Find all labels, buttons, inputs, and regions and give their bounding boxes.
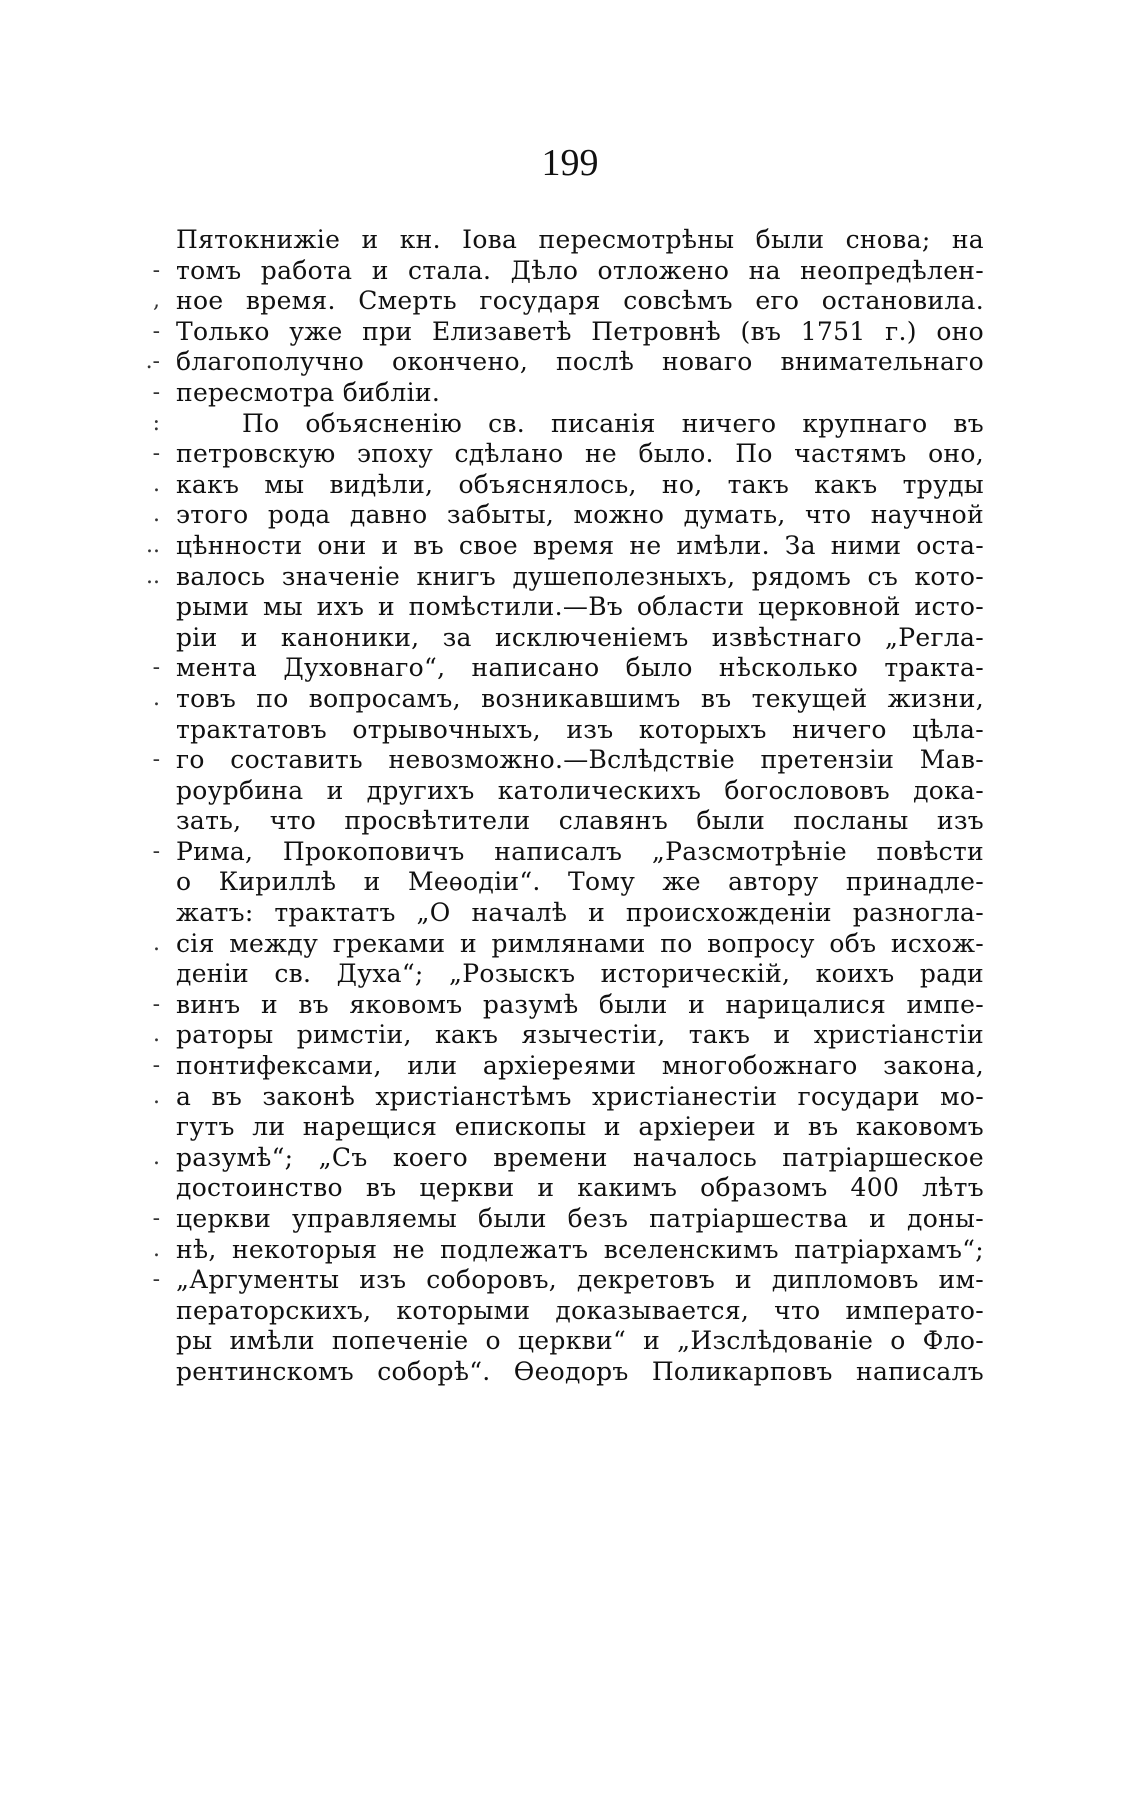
margin-mark: . bbox=[153, 502, 160, 528]
text-line: ры имѣли попеченіе о церкви“ и „Изслѣдованіе о Фло- bbox=[176, 1326, 984, 1356]
margin-mark: . bbox=[153, 1022, 160, 1048]
margin-mark bbox=[130, 1357, 160, 1388]
text-line: трактатовъ отрывочныхъ, изъ которыхъ ничего цѣла- bbox=[176, 714, 984, 744]
text-line: мента Духовнаго“, написано было нѣсколько тракта- bbox=[176, 653, 984, 683]
text-line: ное время. Смерть государя совсѣмъ его остановила. bbox=[176, 286, 984, 316]
margin-mark: - bbox=[152, 1053, 160, 1079]
margin-mark: . bbox=[153, 685, 160, 711]
margin-mark: : bbox=[152, 410, 160, 436]
margin-mark bbox=[130, 1326, 160, 1357]
text-line: ріи и каноники, за исключеніемъ извѣстнаго „Регла- bbox=[176, 622, 984, 652]
margin-mark: . bbox=[153, 930, 160, 956]
margin-mark: - bbox=[152, 379, 160, 405]
text-line: цѣнности они и въ свое время не имѣли. За ними оста- bbox=[176, 530, 984, 560]
text-line: гутъ ли нарещися епископы и архіереи и въ каковомъ bbox=[176, 1112, 984, 1142]
text-line: нѣ, некоторыя не подлежатъ вселенскимъ патріархамъ“; bbox=[176, 1234, 984, 1264]
margin-marks bbox=[130, 225, 160, 1388]
text-line: раторы римстіи, какъ язычестіи, такъ и христіанстіи bbox=[176, 1020, 984, 1050]
text-line: роурбина и другихъ католическихъ богослововъ дока- bbox=[176, 775, 984, 805]
margin-mark: - bbox=[152, 441, 160, 467]
text-line: пересмотра библіи. bbox=[176, 377, 441, 407]
margin-mark bbox=[130, 225, 160, 256]
text-line: этого рода давно забыты, можно думать, что научной bbox=[176, 500, 984, 530]
text-line: деніи св. Духа“; „Розыскъ историческій, коихъ ради bbox=[176, 959, 984, 989]
margin-mark: - bbox=[152, 1267, 160, 1293]
margin-mark: . bbox=[153, 471, 160, 497]
margin-mark bbox=[130, 898, 160, 929]
margin-mark: . bbox=[153, 1083, 160, 1109]
text-line: какъ мы видѣли, объяснялось, но, такъ какъ труды bbox=[176, 469, 984, 499]
text-line: разумѣ“; „Съ коего времени началось патріаршеское bbox=[176, 1142, 984, 1172]
text-line: сія между греками и римлянами по вопросу объ исхож- bbox=[176, 928, 984, 958]
text-line: винъ и въ яковомъ разумѣ были и нарицалися импе- bbox=[176, 989, 984, 1019]
page-number: 199 bbox=[541, 142, 599, 184]
margin-mark: - bbox=[152, 838, 160, 864]
text-line: По объясненію св. писанія ничего крупнаго въ bbox=[242, 408, 984, 438]
margin-mark: .. bbox=[146, 532, 160, 558]
margin-mark: . bbox=[153, 1236, 160, 1262]
margin-mark bbox=[130, 1296, 160, 1327]
text-line: рыми мы ихъ и помѣстили.—Въ области церковной исто- bbox=[176, 592, 984, 622]
margin-mark: . bbox=[153, 1144, 160, 1170]
text-line: достоинство въ церкви и какимъ образомъ 400 лѣтъ bbox=[176, 1173, 984, 1203]
text-line: валось значеніе книгъ душеполезныхъ, рядомъ съ кото- bbox=[176, 561, 984, 591]
margin-mark: - bbox=[152, 747, 160, 773]
margin-mark: , bbox=[153, 288, 160, 314]
text-line: благополучно окончено, послѣ новаго внимательнаго bbox=[176, 347, 984, 377]
text-line: зать, что просвѣтители славянъ были посланы изъ bbox=[176, 806, 984, 836]
text-line: товъ по вопросамъ, возникавшимъ въ текущей жизни, bbox=[176, 683, 984, 713]
text-line: Рима, Прокоповичъ написалъ „Разсмотрѣніе повѣсти bbox=[176, 836, 984, 866]
text-line: жатъ: трактатъ „О началѣ и происхожденіи разногла- bbox=[176, 898, 984, 928]
margin-mark bbox=[130, 959, 160, 990]
margin-mark bbox=[130, 867, 160, 898]
margin-mark: - bbox=[152, 991, 160, 1017]
text-line: го составить невозможно.—Вслѣдствіе претензіи Мав- bbox=[176, 745, 984, 775]
margin-mark bbox=[130, 806, 160, 837]
text-line: о Кириллѣ и Меѳодіи“. Тому же автору принадле- bbox=[176, 867, 984, 897]
margin-mark bbox=[130, 776, 160, 807]
margin-mark: - bbox=[152, 318, 160, 344]
text-line: Пятокнижіе и кн. Іова пересмотрѣны были снова; на bbox=[176, 225, 984, 254]
body-text bbox=[176, 225, 984, 1388]
margin-mark bbox=[130, 623, 160, 654]
margin-mark bbox=[130, 1112, 160, 1143]
text-line: петровскую эпоху сдѣлано не было. По частямъ оно, bbox=[176, 439, 984, 469]
text-line: церкви управляемы были безъ патріаршества и доны- bbox=[176, 1204, 984, 1233]
text-line: „Аргументы изъ соборовъ, декретовъ и дипломовъ им- bbox=[176, 1265, 984, 1295]
text-line: понтифексами, или архіереями многобожнаго закона, bbox=[176, 1051, 984, 1081]
margin-mark: - bbox=[152, 1206, 160, 1231]
text-line: томъ работа и стала. Дѣло отложено на неопредѣлен- bbox=[176, 255, 984, 285]
text-line: рентинскомъ соборѣ“. Ѳеодоръ Поликарповъ написалъ bbox=[176, 1356, 984, 1386]
margin-mark bbox=[130, 592, 160, 623]
margin-mark: - bbox=[152, 655, 160, 681]
margin-mark: .. bbox=[146, 563, 160, 589]
margin-mark: .- bbox=[145, 349, 160, 375]
margin-mark: - bbox=[152, 257, 160, 283]
text-line: ператорскихъ, которыми доказывается, что императо- bbox=[176, 1295, 984, 1325]
text-line: Только уже при Елизаветѣ Петровнѣ (въ 1751 г.) оно bbox=[176, 316, 984, 346]
text-line: а въ законѣ христіанстѣмъ христіанестіи государи мо- bbox=[176, 1081, 984, 1111]
margin-mark bbox=[130, 715, 160, 746]
margin-mark bbox=[130, 1173, 160, 1204]
